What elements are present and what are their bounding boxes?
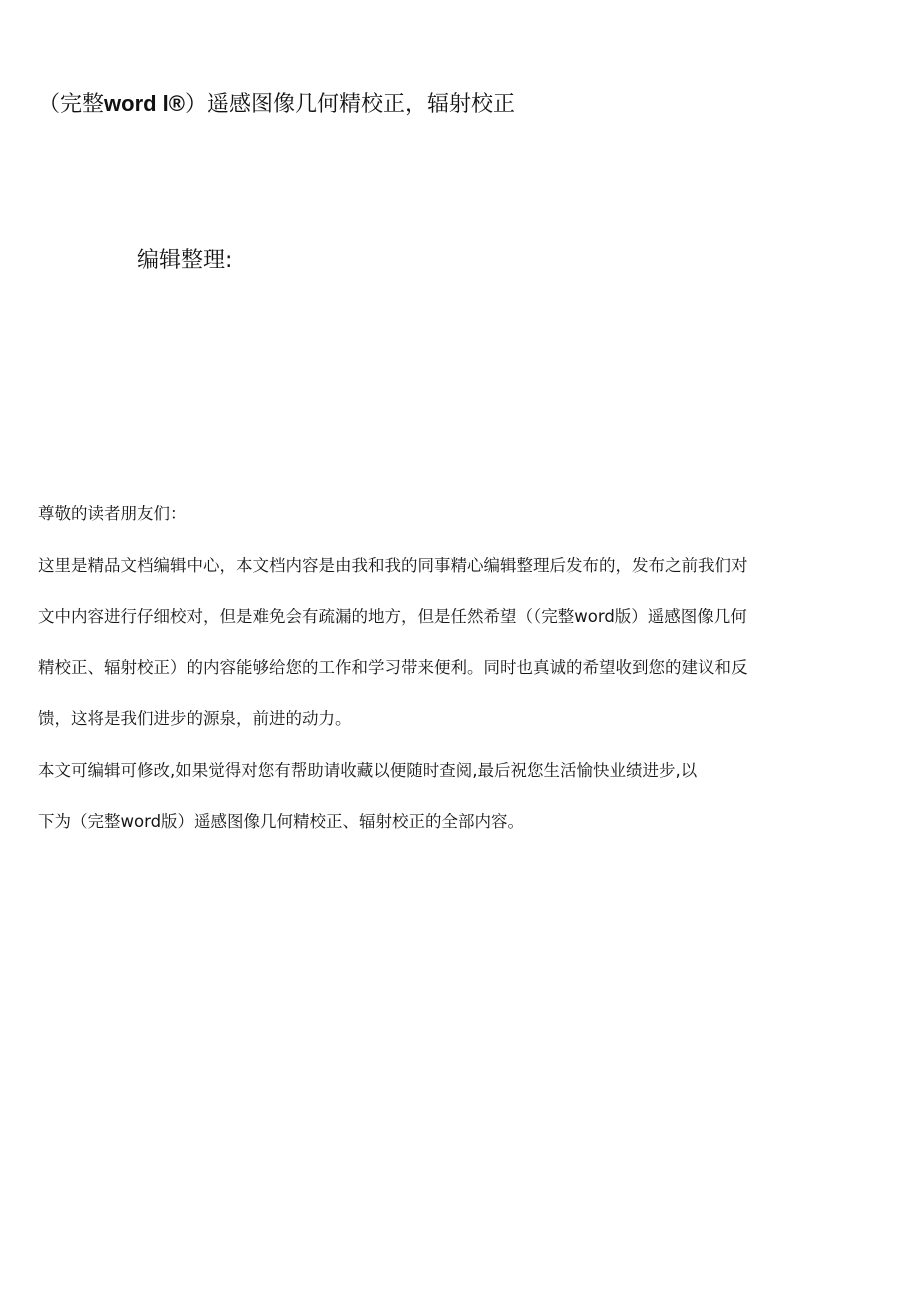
title-suffix: ）遥感图像几何精校正，辐射校正 <box>185 92 516 117</box>
editor-label: 编辑整理: <box>137 248 233 273</box>
paragraph-line-3: 精校正、辐射校正）的内容能够给您的工作和学习带来便利。同时也真诚的希望收到您的建议和反 <box>38 658 748 677</box>
paragraph-line-1: 这里是精品文档编辑中心，本文档内容是由我和我的同事精心编辑整理后发布的，发布之前我们对 <box>38 556 748 575</box>
greeting-line: 尊敬的读者朋友们： <box>38 504 187 523</box>
title-bold-part: word l® <box>104 91 186 116</box>
paragraph-line-2: 文中内容进行仔细校对，但是难免会有疏漏的地方，但是任然希望（（完整word版）遥感图像几何 <box>38 607 747 626</box>
paragraph-line-5: 本文可编辑可修改,如果觉得对您有帮助请收藏以便随时查阅,最后祝您生活愉快业绩进步,以 <box>38 761 698 780</box>
title-prefix: （完整 <box>38 92 105 117</box>
paragraph-line-6: 下为（完整word版）遥感图像几何精校正、辐射校正的全部内容。 <box>38 812 525 831</box>
paragraph-line-4: 馈，这将是我们进步的源泉，前进的动力。 <box>38 709 352 728</box>
document-title <box>38 86 515 123</box>
